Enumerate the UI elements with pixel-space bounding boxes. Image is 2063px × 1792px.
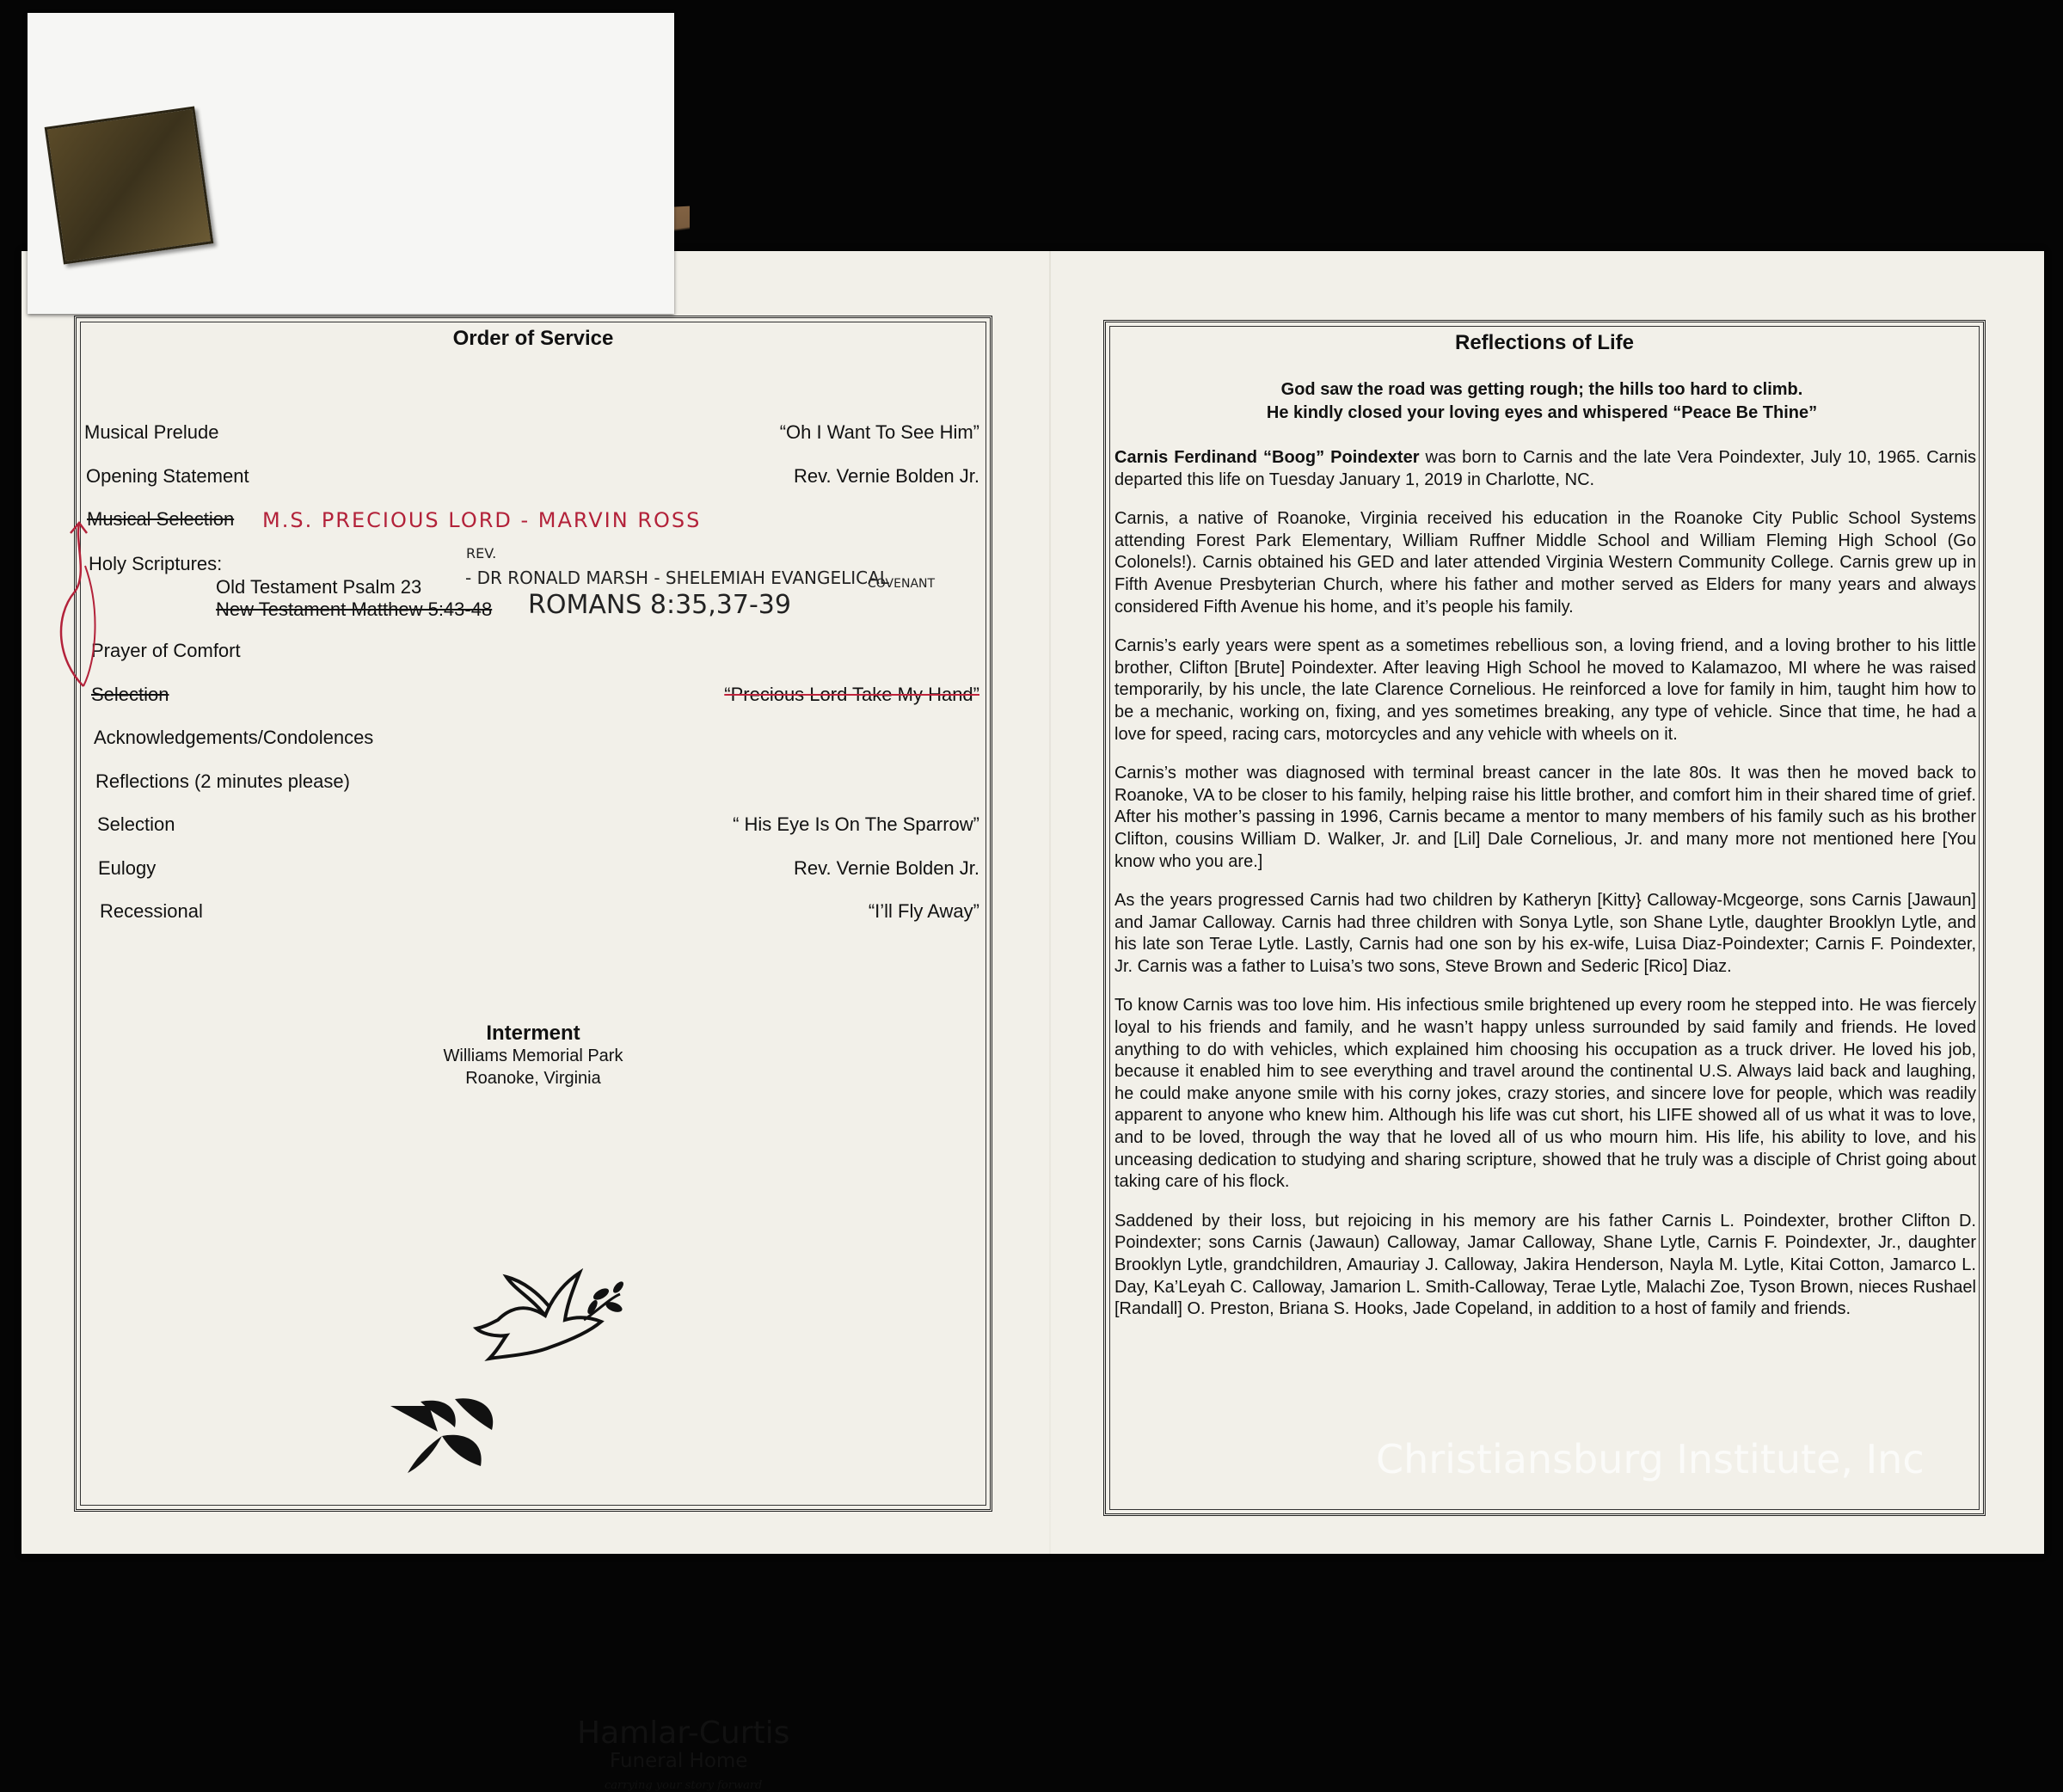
service-detail: Rev. Vernie Bolden Jr.: [793, 857, 979, 879]
interment-title: Interment: [486, 1022, 580, 1045]
obituary-paragraph: Carnis’s early years were spent as a sometimes rebellious son, a loving friend, and a loving brother to his little brother, Clifton [Brute] Poindexter. After leaving High School he moved to Kalamazoo, MI where he was raised temporarily, by his uncle, the late Clarence Cornelious. He reinforced a love for family in him, taught him how to be a mechanic, working on, fixing, and yes sometimes breaking, any type of vehicle. Since that time, he had a love for speed, racing cars, motorcycles and any vehicle with wheels on it.: [1114, 636, 1976, 744]
watermark: Christiansburg Institute, Inc: [1376, 1436, 1925, 1482]
handwritten-note: ROMANS 8:35,37-39: [528, 590, 791, 620]
service-label: Recessional: [100, 900, 203, 922]
service-detail: “I’ll Fly Away”: [868, 900, 979, 922]
service-label: Selection: [91, 684, 169, 705]
service-item: [98, 857, 979, 880]
handwritten-note: REV.: [466, 545, 497, 562]
service-label: Holy Scriptures:: [89, 553, 223, 574]
service-label: Musical Prelude: [84, 421, 219, 443]
deceased-name: Carnis Ferdinand “Boog” Poindexter: [1114, 448, 1420, 467]
service-item: [95, 770, 979, 793]
service-detail: “Precious Lord Take My Hand”: [724, 684, 979, 705]
obituary-text: [1114, 447, 1976, 1338]
service-label: Reflections (2 minutes please): [95, 770, 350, 792]
funeral-home-name: Hamlar-Curtis: [577, 1715, 790, 1751]
service-item-struck: [91, 684, 979, 706]
funeral-home-tagline: carrying your story forward: [605, 1779, 763, 1792]
service-detail: “Oh I Want To See Him”: [779, 421, 979, 443]
motto-line: God saw the road was getting rough; the hills too hard to climb.: [1280, 380, 1803, 399]
obituary-paragraph: Carnis, a native of Roanoke, Virginia received his education in the Roanoke City Public School Systems attending Forest Park Elementary, William Ruffner Middle School and William Fleming High School (Go Colonels!). Carnis obtained his GED and later attended Virginia Western Community College. Carnis grew up in Fifth Avenue Presbyterian Church, where his father and mother served as Elders for many years and always considered Fifth Avenue his home, and it’s people his family.: [1114, 509, 1976, 617]
funeral-home-logo-text: [577, 1717, 789, 1792]
paragraph-text: was born to Carnis and the late Vera Poindexter, July 10, 1965. Carnis departed this life on Tuesday January 1, 2019 in Charlotte, NC.: [1114, 448, 1976, 489]
order-of-service-title: Order of Service: [452, 327, 614, 350]
handwritten-note: - DR RONALD MARSH - SHELEMIAH EVANGELICAL: [465, 568, 889, 588]
reflections-title: Reflections of Life: [1454, 331, 1635, 354]
service-label: Opening Statement: [86, 465, 249, 487]
service-item: [100, 900, 979, 923]
scripture-new-testament: New Testament Matthew 5:43-48: [216, 598, 493, 620]
center-fold: [1049, 251, 1051, 1554]
service-item: [97, 813, 979, 836]
service-label: Acknowledgements/Condolences: [94, 727, 374, 748]
obituary-paragraph: As the years progressed Carnis had two children by Katheryn [Kitty} Calloway-Mcgeorge, sons Carnis [Jawaun] and Jamar Calloway. Carnis had three children with Sonya Lytle, son Shane Lytle, daughter Brooklyn Lytle, and his late son Terae Lytle. Lastly, Carnis had one son by his ex-wife, Luisa Diaz-Poindexter; Carnis F. Poindexter, Jr. Carnis was a father to Luisa’s two sons, Steve Brown and Sederic [Rico] Diaz.: [1114, 891, 1976, 976]
handwritten-note: M.S. PRECIOUS LORD - MARVIN ROSS: [262, 508, 702, 532]
obituary-paragraph: Saddened by their loss, but rejoicing in his memory are his father Carnis L. Poindexter, brother Clifton D. Poindexter; sons Carnis (Jawaun) Calloway, Jamar Calloway, Shane Lytle, Carnis F. Poindexter, Jr., daughter Brooklyn Lytle, grandchildren, Amauriay J. Calloway, Jakira Henderson, Nayla M. Lytle, Kitai Cotton, Jamarco L. Day, Ka’Leyah C. Calloway, Jamarion L. Smith-Calloway, Terae Lytle, Malachi Zoe, Tyson Brown, nieces Rushael [Randall] O. Preston, Briana S. Hooks, Jade Copeland, in addition to a host of family and friends.: [1114, 1211, 1976, 1319]
brass-weight-object: [45, 107, 214, 265]
service-item: [94, 727, 979, 749]
service-label: Musical Selection: [87, 508, 235, 530]
obituary-paragraph: [1114, 447, 1976, 491]
service-item: [84, 421, 979, 444]
order-of-service-panel: [74, 316, 992, 1792]
service-detail: Rev. Vernie Bolden Jr.: [793, 465, 979, 487]
obituary-paragraph: To know Carnis was too love him. His infectious smile brightened up every room he stepped into. He was fiercely loyal to his friends and family, and he wasn’t happy unless surrounded by said family and friends. He loved anything to do with vehicles, which explained him choosing his occupation as a truck driver. He loved his job, because it enabled him to see everything and travel around the continental U.S. Always laid back and laughing, he could make anyone smile with his corny jokes, crazy stories, and sincere love for people, which was readily apparent to anyone who knew him. Although his life was cut short, his LIFE showed all of us what it was to love, and to be loved, through the way that he loved all of us who mourn him. His life, his ability to love, and his unceasing dedication to studying and sharing scripture, showed that he truly was a disciple of Christ going about taking care of his flock.: [1114, 996, 1976, 1192]
service-label: Prayer of Comfort: [91, 640, 241, 661]
interment-place: Williams Memorial Park: [443, 1046, 623, 1065]
service-label: Eulogy: [98, 857, 157, 879]
interment-city: Roanoke, Virginia: [465, 1069, 601, 1088]
motto-line: He kindly closed your loving eyes and whispered “Peace Be Thine”: [1266, 403, 1818, 422]
red-arrow-annotation: [49, 514, 109, 695]
obituary-paragraph: Carnis’s mother was diagnosed with terminal breast cancer in the late 80s. It was then he moved back to Roanoke, VA to be closer to his family, helping raise his little brother, and comfort him in their shared time of grief. After his mother’s passing in 1996, Carnis became a mentor to many members of his family such as his brother Clifton, cousins William D. Walker, Jr. and [Lil] Dale Cornelious, Jr. and many more not mentioned here [You know who you are.]: [1114, 764, 1976, 871]
funeral-home-sub: Funeral Home: [610, 1750, 748, 1772]
handwritten-note: COVENANT: [868, 577, 936, 591]
scripture-old-testament: Old Testament Psalm 23: [216, 576, 422, 598]
service-item: [91, 640, 979, 662]
hamlar-curtis-logo-icon: [390, 1397, 502, 1475]
service-label: Selection: [97, 813, 175, 835]
reflections-motto: [1103, 378, 1980, 425]
dove-olive-branch-icon: [472, 1268, 627, 1372]
service-item: [86, 465, 979, 488]
service-detail: “ His Eye Is On The Sparrow”: [733, 813, 979, 835]
